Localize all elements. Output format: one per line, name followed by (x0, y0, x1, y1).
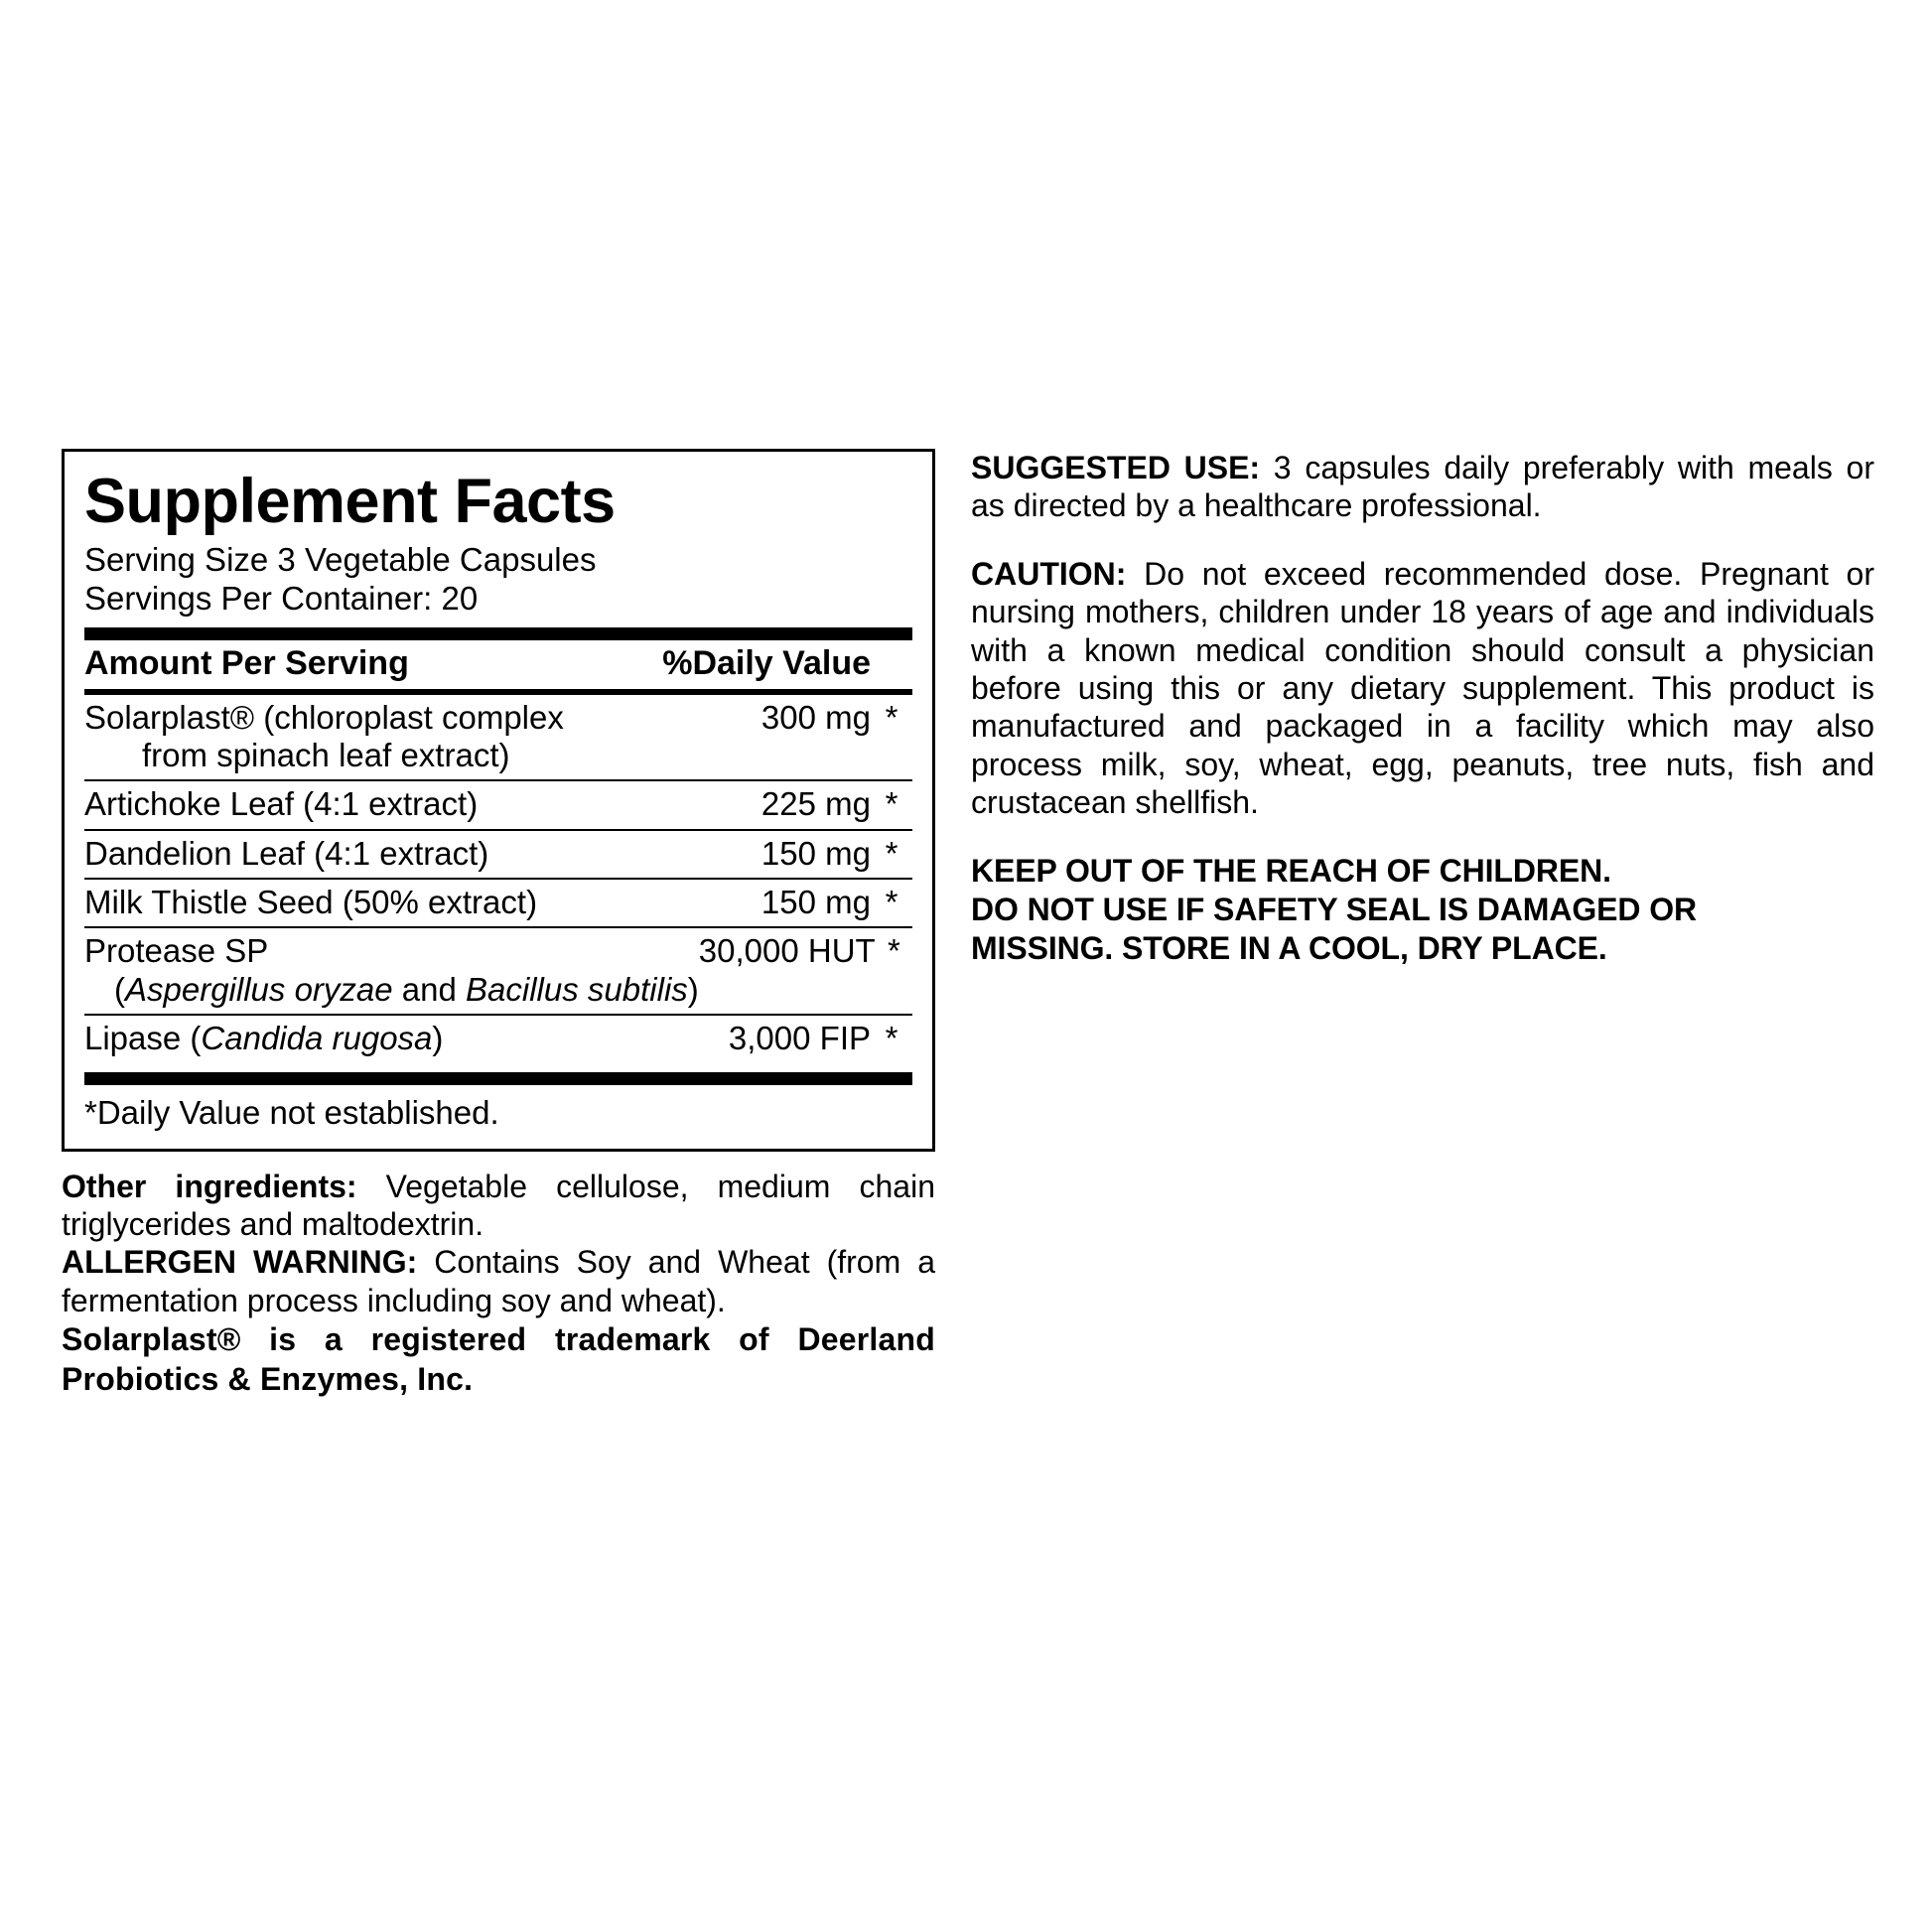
header-daily-value: %Daily Value (662, 644, 871, 683)
allergen-warning-text: Contains Soy and Wheat (from a fermentation process including soy and wheat). (62, 1244, 936, 1318)
supplement-facts-rows-2 (84, 781, 912, 828)
paren-close: ) (687, 970, 699, 1008)
organism-2: Bacillus subtilis (466, 970, 688, 1008)
supplement-facts-rows-3 (84, 831, 912, 878)
ingredient-name: Dandelion Leaf (4:1 extract) (84, 834, 489, 872)
conjunction: and (392, 970, 467, 1008)
supplement-facts-rows-5 (84, 928, 912, 1014)
divider-thick-bottom (84, 1072, 912, 1085)
ingredient-name: Milk Thistle Seed (50% extract) (84, 883, 538, 920)
daily-value-footnote: *Daily Value not established. (84, 1094, 499, 1132)
ingredient-name (84, 695, 697, 780)
supplement-facts-rows (84, 695, 912, 780)
header-amount-per-serving: Amount Per Serving (84, 644, 409, 683)
paren-open: ( (114, 970, 125, 1008)
ingredient-name: Artichoke Leaf (4:1 extract) (84, 785, 479, 823)
ingredient-name-line2: from spinach leaf extract) (142, 737, 510, 774)
caution (971, 555, 1874, 822)
ingredients-and-allergen (62, 1168, 935, 1400)
suggested-use-label: SUGGESTED USE: (971, 450, 1261, 485)
ingredient-amount: 300 mg (760, 698, 871, 736)
ingredient-amount: 3,000 FIP (728, 1019, 871, 1056)
ingredient-daily-value: * (885, 698, 898, 736)
organism-1: Aspergillus oryzae (125, 970, 393, 1008)
supplement-facts-rows-6 (84, 1016, 912, 1062)
supplement-facts-rows-4 (84, 880, 912, 926)
table-row (84, 928, 912, 1014)
ingredient-daily-value: * (885, 834, 898, 872)
other-ingredients-label: Other ingredients: (62, 1168, 357, 1204)
suggested-use-text: 3 capsules daily preferably with meals or as directed by a healthcare professional. (971, 450, 1875, 524)
lipase-organism: Candida rugosa (201, 1019, 433, 1056)
table-row (84, 1016, 912, 1062)
table-row (84, 781, 912, 828)
servings-per-container: Servings Per Container: 20 (84, 579, 479, 617)
other-ingredients (62, 1168, 935, 1244)
other-ingredients-text: Vegetable cellulose, medium chain triglycerides and maltodextrin. (62, 1168, 936, 1243)
allergen-warning (62, 1243, 935, 1319)
supplement-facts-panel (62, 449, 935, 1152)
warning-line-2: DO NOT USE IF SAFETY SEAL IS DAMAGED OR (971, 891, 1697, 927)
ingredient-amount: 150 mg (760, 883, 871, 920)
ingredient-daily-value: * (885, 785, 898, 823)
ingredient-name-line1: Solarplast® (chloroplast complex (84, 698, 564, 736)
ingredient-name (84, 928, 699, 1014)
warning-block (971, 852, 1874, 968)
allergen-warning-label: ALLERGEN WARNING: (62, 1244, 418, 1281)
divider-thick (84, 627, 912, 640)
ingredient-amount: 225 mg (760, 785, 871, 823)
warning-line-3: MISSING. STORE IN A COOL, DRY PLACE. (971, 929, 1607, 966)
caution-label: CAUTION: (971, 555, 1127, 592)
ingredient-daily-value: * (887, 932, 900, 970)
suggested-use (971, 449, 1874, 525)
ingredient-name-line2 (84, 971, 699, 1009)
supplement-facts-title: Supplement Facts (84, 467, 616, 536)
supplement-facts-table (84, 640, 912, 688)
warning-line-1: KEEP OUT OF THE REACH OF CHILDREN. (971, 852, 1611, 889)
ingredient-name (84, 1016, 697, 1062)
lipase-prefix: Lipase ( (84, 1019, 202, 1056)
table-row (84, 831, 912, 878)
ingredient-daily-value: * (885, 883, 898, 920)
caution-text: Do not exceed recommended dose. Pregnant or nursing mothers, children under 18 years of age and individuals with a known medical condition should consult a physician before using this or any dietary supplement. This product is manufactured and packaged in a facility which may also process milk, soy, wheat, egg, peanuts, tree nuts, fish and crustacean shellfish. (971, 555, 1874, 821)
table-row (84, 695, 912, 780)
table-row (84, 880, 912, 926)
trademark-notice: Solarplast® is a registered trademark of Deerland Probiotics & Enzymes, Inc. (62, 1321, 935, 1398)
ingredient-daily-value: * (885, 1019, 898, 1056)
serving-size: Serving Size 3 Vegetable Capsules (84, 541, 597, 579)
right-column (971, 449, 1874, 968)
lipase-suffix: ) (432, 1019, 444, 1056)
ingredient-amount: 150 mg (760, 834, 871, 872)
ingredient-amount: 30,000 HUT (698, 932, 876, 970)
header-spacer (871, 640, 912, 688)
ingredient-name-line1: Protease SP (84, 932, 269, 970)
left-column (62, 449, 935, 1399)
table-header-row (84, 640, 912, 688)
